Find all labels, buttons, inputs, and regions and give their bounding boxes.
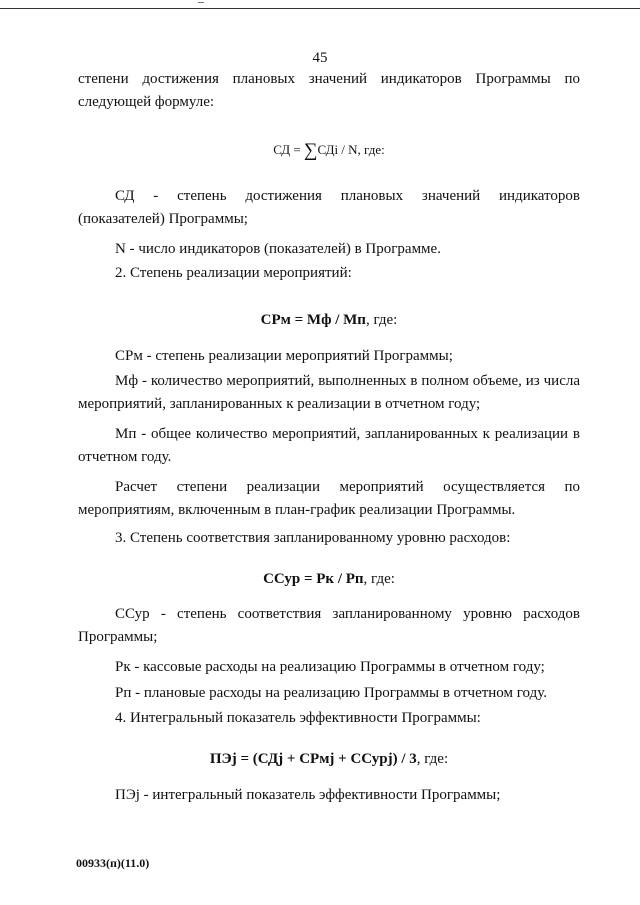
- formula-ssur-tail: , где:: [363, 571, 395, 587]
- formula-pe-tail: , где:: [416, 751, 449, 767]
- definition-pe: ПЭj - интегральный показатель эффективности Программы;: [115, 787, 501, 803]
- scan-mark: [198, 2, 204, 3]
- formula-srm-expression: СРм = Мф / Мп: [260, 312, 366, 328]
- top-border-line: [0, 8, 640, 9]
- section-2-heading: 2. Степень реализации мероприятий:: [115, 265, 352, 281]
- definition-mf: Мф - количество мероприятий, выполненных в полном объеме, из числа мероприятий, запланированных к реализации в отчетном году;: [78, 373, 580, 412]
- formula-ssur: [78, 568, 580, 591]
- definition-rp: Рп - плановые расходы на реализацию Программы в отчетном году.: [115, 685, 547, 701]
- definition-n: N - число индикаторов (показателей) в Программе.: [115, 241, 441, 257]
- definition-sd: СД - степень достижения плановых значений индикаторов (показателей) Программы;: [78, 188, 580, 227]
- formula-ssur-expression: ССур = Рк / Рп: [263, 571, 364, 587]
- definition-ssur: ССур - степень соответствия запланированному уровню расходов Программы;: [78, 606, 580, 645]
- document-code: 00933(п)(11.0): [76, 856, 150, 870]
- formula-sd-right: СДi / N, где:: [317, 142, 385, 157]
- definition-mp: Мп - общее количество мероприятий, запланированных к реализации в отчетном году.: [78, 426, 580, 465]
- formula-sd-left: СД =: [273, 142, 304, 157]
- formula-srm: [78, 309, 580, 332]
- section-4-heading: 4. Интегральный показатель эффективности Программы:: [115, 710, 481, 726]
- formula-sd: [78, 138, 580, 162]
- formula-pe-expression: ПЭj = (СДj + СРмj + ССурj) / 3: [209, 751, 417, 767]
- formula-srm-tail: , где:: [365, 312, 398, 328]
- formula-pe: [78, 748, 580, 771]
- definition-rk: Рк - кассовые расходы на реализацию Программы в отчетном году;: [115, 659, 545, 675]
- definition-srm: СРм - степень реализации мероприятий Программы;: [115, 348, 453, 364]
- sum-icon: ∑: [304, 140, 318, 161]
- section-3-heading: 3. Степень соответствия запланированному уровню расходов:: [115, 530, 511, 546]
- intro-paragraph: степени достижения плановых значений индикаторов Программы по следующей формуле:: [78, 71, 580, 110]
- section-2-note: Расчет степени реализации мероприятий осуществляется по мероприятиям, включенным в план-график реализации Программы.: [78, 479, 580, 518]
- page-number: 45: [312, 50, 328, 66]
